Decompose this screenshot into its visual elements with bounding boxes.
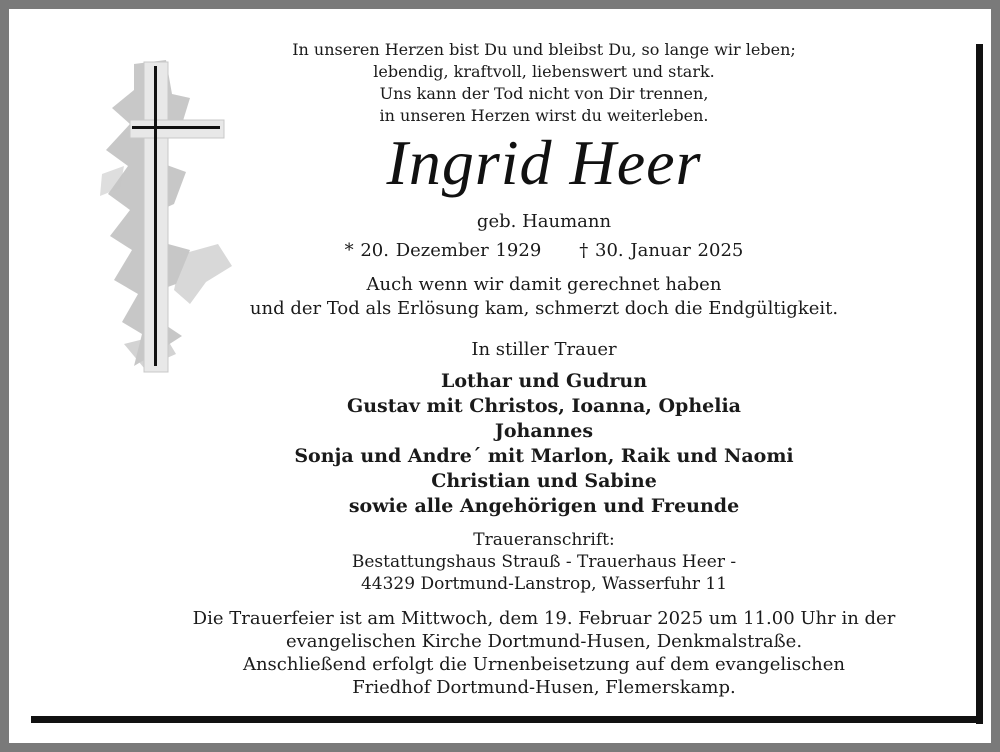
- service-line: evangelischen Kirche Dortmund-Husen, Denkmalstraße.: [285, 631, 803, 652]
- service-details: [9, 607, 1000, 699]
- address-line: 44329 Dortmund-Lanstrop, Wasserfuhr 11: [360, 574, 728, 594]
- border-shadow-bottom: [31, 716, 983, 723]
- birth-date: * 20. Dezember 1929: [344, 240, 542, 261]
- mourner-line: Gustav mit Christos, Ioanna, Ophelia: [347, 395, 741, 417]
- mourning-address: [9, 529, 1000, 595]
- life-dates: [9, 239, 1000, 263]
- condolence-line: Auch wenn wir damit gerechnet haben: [366, 274, 722, 295]
- verse-line: In unseren Herzen bist Du und bleibst Du, so lange wir leben;: [292, 40, 796, 59]
- address-line: Bestattungshaus Strauß - Trauerhaus Heer -: [351, 552, 737, 572]
- service-line: Die Trauerfeier ist am Mittwoch, dem 19. Februar 2025 um 11.00 Uhr in der: [192, 608, 896, 629]
- verse-line: lebendig, kraftvoll, liebenswert und stark.: [373, 62, 715, 81]
- mourner-line: sowie alle Angehörigen und Freunde: [348, 495, 740, 517]
- obituary-notice: [9, 9, 991, 743]
- address-line: Traueranschrift:: [473, 530, 615, 550]
- death-date: † 30. Januar 2025: [579, 240, 744, 261]
- verse-line: in unseren Herzen wirst du weiterleben.: [379, 106, 709, 125]
- condolence-text: [9, 273, 1000, 321]
- deceased-name: Ingrid Heer: [386, 127, 702, 198]
- memorial-verse: [9, 39, 1000, 127]
- mourner-line: Johannes: [494, 420, 594, 442]
- birth-name: geb. Haumann: [476, 211, 612, 232]
- service-line: Anschließend erfolgt die Urnenbeisetzung auf dem evangelischen: [242, 654, 846, 675]
- mourner-line: Lothar und Gudrun: [440, 370, 648, 392]
- mourner-line: Sonja und Andre´ mit Marlon, Raik und Naomi: [294, 445, 794, 467]
- service-line: Friedhof Dortmund-Husen, Flemerskamp.: [352, 677, 736, 698]
- condolence-line: und der Tod als Erlösung kam, schmerzt doch die Endgültigkeit.: [249, 298, 839, 319]
- mourner-line: Christian und Sabine: [431, 470, 657, 492]
- verse-line: Uns kann der Tod nicht von Dir trennen,: [379, 84, 709, 103]
- mourning-intro: In stiller Trauer: [471, 339, 617, 360]
- border-shadow-right: [976, 44, 983, 724]
- mourners-list: [9, 369, 1000, 519]
